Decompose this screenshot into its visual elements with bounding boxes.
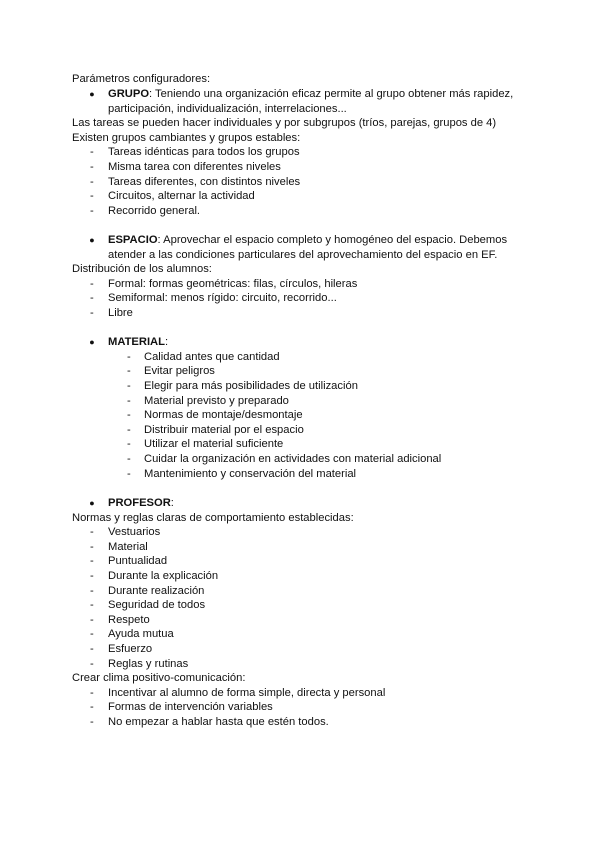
- dash-marker: -: [127, 467, 131, 480]
- list-item: Libre: [108, 307, 133, 319]
- list-item: No empezar a hablar hasta que estén todos.: [108, 716, 329, 728]
- grupo-paragraph-2: Existen grupos cambiantes y grupos estables:: [72, 131, 301, 144]
- intro-heading: Parámetros configuradores:: [72, 73, 211, 85]
- dash-marker: -: [90, 584, 94, 597]
- list-item: Durante la explicación: [108, 570, 219, 582]
- list-item: Recorrido general.: [108, 204, 201, 217]
- list-item: Tareas idénticas para todos los grupos: [108, 146, 300, 159]
- dash-marker: -: [90, 686, 94, 699]
- list-item: Incentivar al alumno de forma simple, directa y personal: [108, 686, 386, 699]
- list-item: Distribuir material por el espacio: [144, 423, 304, 436]
- profesor-colon: :: [170, 497, 174, 509]
- grupo-desc-1: : Teniendo una organización eficaz permite al grupo obtener más rapidez,: [149, 88, 514, 100]
- list-item: Esfuerzo: [108, 643, 153, 655]
- dash-marker: -: [127, 423, 131, 436]
- dash-marker: -: [90, 204, 94, 217]
- dash-marker: -: [127, 350, 131, 363]
- list-item: Puntualidad: [108, 555, 168, 568]
- list-item: Respeto: [108, 613, 150, 626]
- dash-marker: -: [127, 380, 131, 392]
- list-item: Misma tarea con diferentes niveles: [108, 161, 281, 173]
- list-item: Material: [108, 540, 148, 553]
- profesor-paragraph-1: Normas y reglas claras de comportamiento establecidas:: [72, 511, 354, 524]
- dash-marker: -: [90, 643, 94, 655]
- list-item: Semiformal: menos rígido: circuito, recorrido...: [108, 292, 337, 305]
- dash-marker: -: [127, 453, 131, 465]
- list-item: Reglas y rutinas: [108, 657, 189, 670]
- bullet-icon: ●: [89, 337, 95, 348]
- list-item: Formal: formas geométricas: filas, círculos, hileras: [108, 277, 358, 290]
- dash-marker: -: [90, 292, 94, 305]
- dash-marker: -: [90, 540, 94, 553]
- dash-marker: -: [127, 365, 131, 378]
- list-item: Calidad antes que cantidad: [144, 350, 280, 363]
- dash-marker: -: [90, 570, 94, 582]
- dash-marker: -: [90, 628, 94, 641]
- dash-marker: -: [90, 599, 94, 612]
- grupo-line-1: [108, 87, 513, 102]
- dash-marker: -: [90, 146, 94, 159]
- material-colon: :: [164, 336, 169, 349]
- list-item: Circuitos, alternar la actividad: [108, 190, 255, 203]
- profesor-title: PROFESOR: [108, 497, 171, 509]
- list-item: Formas de intervención variables: [108, 701, 273, 714]
- list-item: Durante realización: [108, 584, 205, 597]
- bullet-icon: ●: [89, 89, 95, 99]
- espacio-desc-1: : Aprovechar el espacio completo y homogéneo del espacio. Debemos: [157, 234, 508, 246]
- list-item: Elegir para más posibilidades de utilización: [144, 380, 358, 392]
- list-item: Mantenimiento y conservación del material: [144, 467, 357, 480]
- list-item: Material previsto y preparado: [144, 394, 289, 407]
- dash-marker: -: [127, 409, 131, 422]
- material-title: MATERIAL: [108, 336, 165, 349]
- dash-marker: -: [90, 161, 94, 173]
- dash-marker: -: [90, 657, 94, 670]
- espacio-title: ESPACIO: [108, 234, 158, 246]
- dash-marker: -: [127, 394, 131, 407]
- espacio-paragraph-1: Distribución de los alumnos:: [72, 263, 212, 276]
- grupo-paragraph-1: Las tareas se pueden hacer individuales y por subgrupos (tríos, parejas, grupos de 4): [72, 117, 497, 130]
- dash-marker: -: [90, 701, 94, 714]
- dash-marker: -: [90, 175, 94, 188]
- dash-marker: -: [90, 190, 94, 203]
- dash-marker: -: [90, 277, 94, 290]
- dash-marker: -: [90, 526, 94, 539]
- list-item: Ayuda mutua: [108, 628, 174, 641]
- espacio-line-1: [108, 233, 507, 248]
- list-item: Utilizar el material suficiente: [144, 438, 284, 451]
- bullet-icon: ●: [89, 498, 95, 508]
- dash-marker: -: [90, 307, 94, 319]
- grupo-desc-2: participación, individualización, interrelaciones...: [108, 102, 347, 115]
- list-item: Normas de montaje/desmontaje: [144, 409, 303, 422]
- grupo-title: GRUPO: [108, 88, 150, 100]
- espacio-desc-2: atender a las condiciones particulares del aprovechamiento del espacio en EF.: [108, 248, 498, 261]
- bullet-icon: ●: [89, 235, 95, 245]
- dash-marker: -: [90, 613, 94, 626]
- list-item: Tareas diferentes, con distintos niveles: [108, 175, 301, 188]
- dash-marker: -: [90, 555, 94, 568]
- list-item: Seguridad de todos: [108, 599, 206, 612]
- list-item: Vestuarios: [108, 526, 161, 539]
- dash-marker: -: [127, 438, 131, 451]
- list-item: Cuidar la organización en actividades con material adicional: [144, 453, 442, 465]
- profesor-heading: [108, 496, 174, 511]
- list-item: Evitar peligros: [144, 365, 215, 378]
- profesor-paragraph-2: Crear clima positivo-comunicación:: [72, 672, 246, 685]
- dash-marker: -: [90, 716, 94, 728]
- material-heading: [108, 335, 168, 350]
